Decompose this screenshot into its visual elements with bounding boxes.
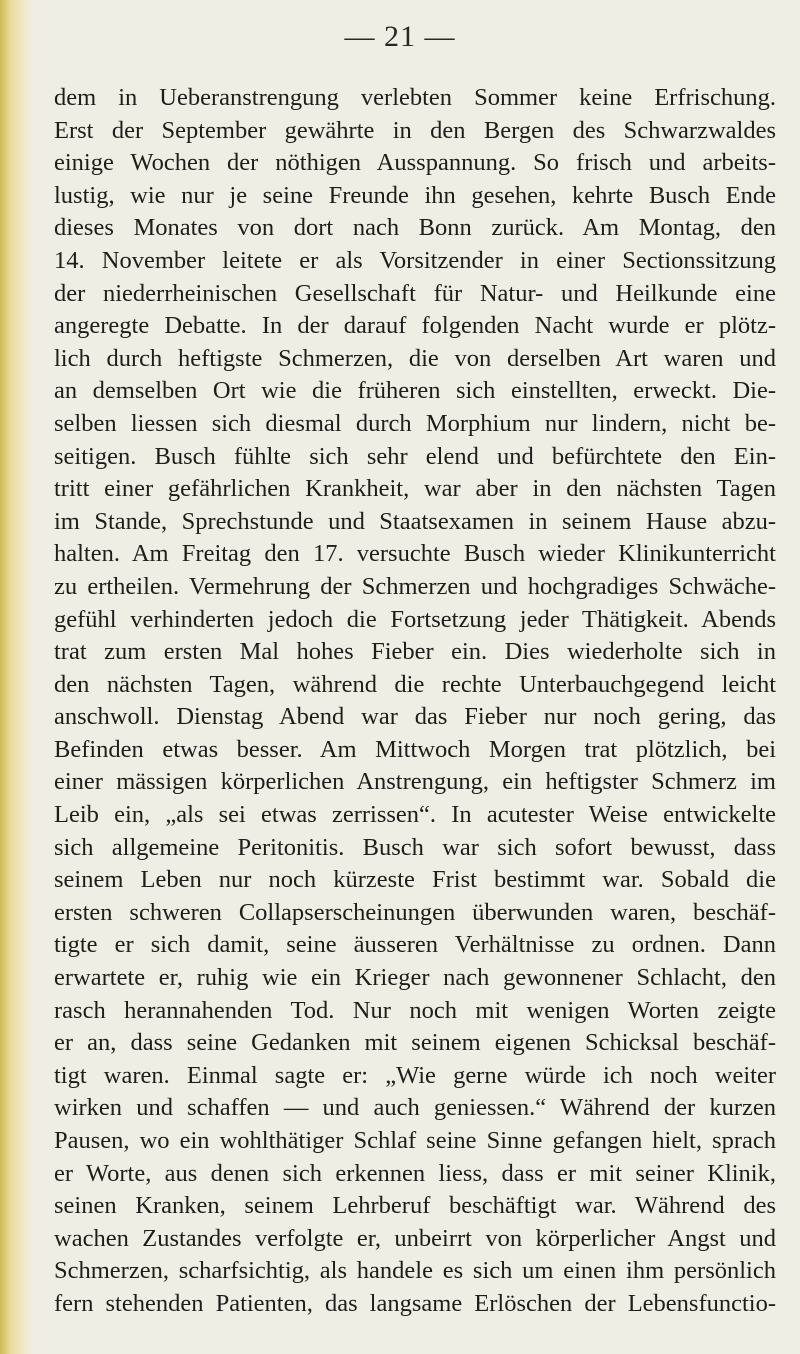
text-line: er an, dass seine Gedanken mit seinem eigenen Schicksal beschäf- — [54, 1029, 776, 1057]
text-line: Pausen, wo ein wohlthätiger Schlaf seine Sinne gefangen hielt, sprach — [54, 1127, 776, 1154]
text-line: dieses Monates von dort nach Bonn zurück. Am Montag, den — [54, 214, 776, 242]
text-line: trat zum ersten Mal hohes Fieber ein. Dies wiederholte sich in — [54, 638, 776, 666]
text-line: seitigen. Busch fühlte sich sehr elend und befürchtete den Ein- — [54, 442, 776, 470]
text-line: fern stehenden Patienten, das langsame Erlöschen der Lebensfunctio- — [54, 1289, 776, 1317]
text-line: erwartete er, ruhig wie ein Krieger nach gewonnener Schlacht, den — [54, 964, 776, 992]
text-line: sich allgemeine Peritonitis. Busch war sich sofort bewusst, dass — [54, 833, 776, 861]
text-line: tritt einer gefährlichen Krankheit, war aber in den nächsten Tagen — [54, 475, 776, 503]
text-line: einer mässigen körperlichen Anstrengung, ein heftigster Schmerz im — [54, 768, 776, 796]
text-line: Befinden etwas besser. Am Mittwoch Morgen trat plötzlich, bei — [54, 735, 776, 763]
text-line: tigte er sich damit, seine äusseren Verhältnisse zu ordnen. Dann — [54, 931, 776, 959]
text-line: anschwoll. Dienstag Abend war das Fieber nur noch gering, das — [54, 703, 776, 731]
text-line: lustig, wie nur je seine Freunde ihn gesehen, kehrte Busch Ende — [54, 181, 776, 209]
text-line: angeregte Debatte. In der darauf folgenden Nacht wurde er plötz- — [54, 312, 776, 340]
text-line: zu ertheilen. Vermehrung der Schmerzen und hochgradiges Schwäche- — [54, 572, 776, 600]
text-line: wachen Zustandes verfolgte er, unbeirrt von körperlicher Angst und — [54, 1224, 776, 1252]
text-line: ersten schweren Collapserscheinungen überwunden waren, beschäf- — [54, 898, 776, 926]
text-line: halten. Am Freitag den 17. versuchte Busch wieder Klinikunterricht — [54, 540, 776, 568]
page-number: — 21 — — [344, 20, 456, 53]
page-edge-shadow — [0, 0, 34, 1354]
text-line: er Worte, aus denen sich erkennen liess, dass er mit seiner Klinik, — [54, 1159, 776, 1187]
text-line: tigt waren. Einmal sagte er: „Wie gerne würde ich noch weiter — [54, 1061, 776, 1089]
text-line: wirken und schaffen — und auch geniessen.“ Während der kurzen — [54, 1094, 776, 1122]
text-line: gefühl verhinderten jedoch die Fortsetzung jeder Thätigkeit. Abends — [54, 605, 776, 633]
text-line: rasch herannahenden Tod. Nur noch mit wenigen Worten zeigte — [54, 996, 776, 1024]
text-line: dem in Ueberanstrengung verlebten Sommer keine Erfrischung. — [54, 84, 776, 111]
text-line: im Stande, Sprechstunde und Staatsexamen in seinem Hause abzu- — [54, 507, 776, 535]
text-line: lich durch heftigste Schmerzen, die von derselben Art waren und — [54, 344, 776, 372]
text-line: Erst der September gewährte in den Bergen des Schwarzwaldes — [54, 116, 776, 144]
text-line: Leib ein, „als sei etwas zerrissen“. In acutester Weise entwickelte — [54, 801, 776, 829]
text-line: selben liessen sich diesmal durch Morphium nur lindern, nicht be- — [54, 409, 776, 437]
page-edge-shade — [0, 0, 10, 1354]
text-line: den nächsten Tagen, während die rechte Unterbauchgegend leicht — [54, 670, 776, 698]
text-line: einige Wochen der nöthigen Ausspannung. So frisch und arbeits- — [54, 149, 776, 177]
text-line: Schmerzen, scharfsichtig, als handele es sich um einen ihm persönlich — [54, 1257, 776, 1285]
body-text — [54, 82, 776, 1321]
text-line: an demselben Ort wie die früheren sich einstellten, erweckt. Die- — [54, 377, 776, 405]
text-line: seinem Leben nur noch kürzeste Frist bestimmt war. Sobald die — [54, 866, 776, 894]
text-line: seinen Kranken, seinem Lehrberuf beschäftigt war. Während des — [54, 1192, 776, 1220]
text-line: der niederrheinischen Gesellschaft für Natur- und Heilkunde eine — [54, 279, 776, 307]
text-line: 14. November leitete er als Vorsitzender in einer Sectionssitzung — [54, 246, 776, 274]
